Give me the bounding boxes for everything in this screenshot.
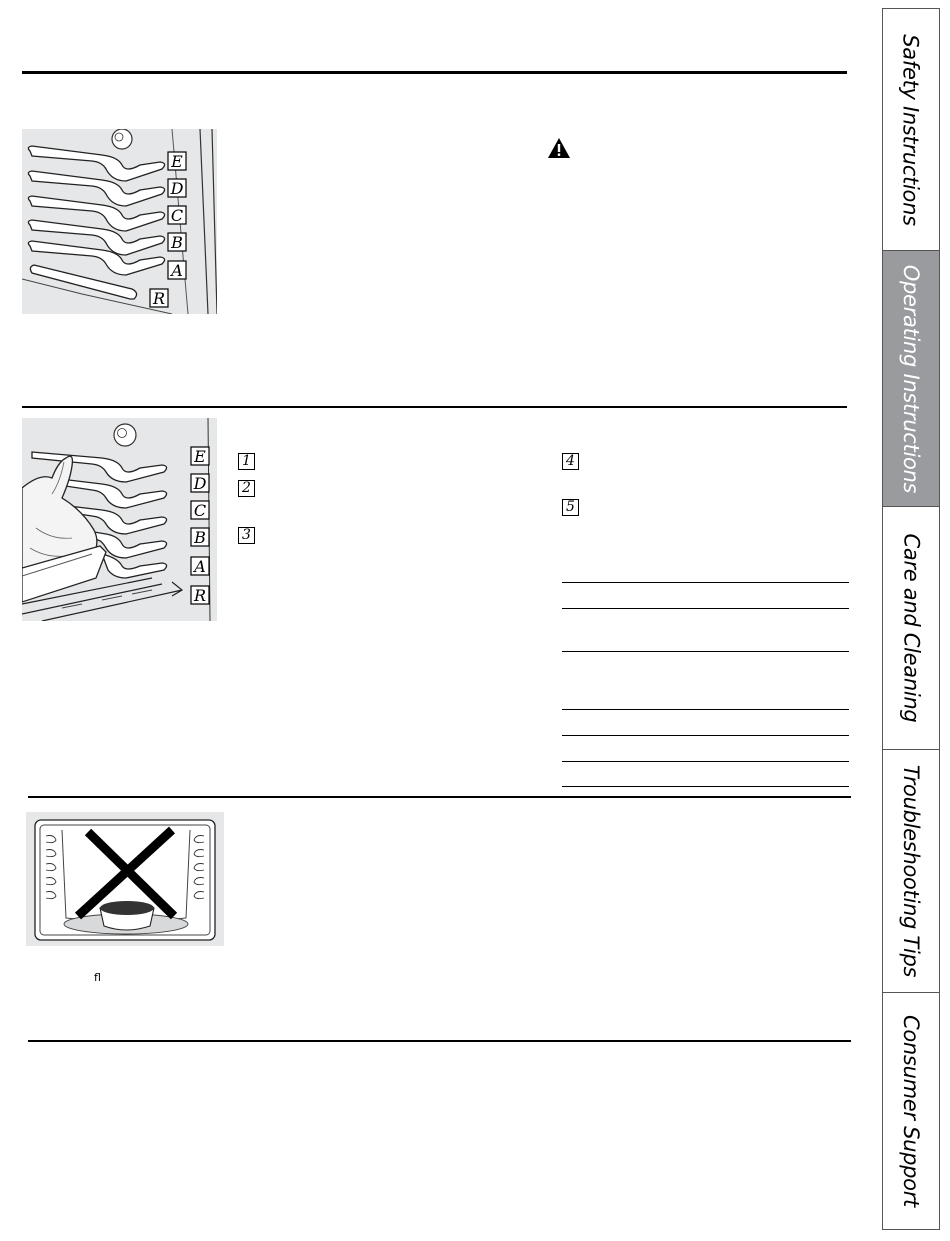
tab-troubleshooting-tips[interactable] — [883, 750, 939, 993]
rack-label-r-2: R — [193, 586, 207, 605]
tab-label: Operating Instructions — [899, 264, 923, 493]
table-rule — [562, 709, 849, 710]
rack-label-a: A — [171, 261, 183, 280]
text-fragment: fl — [94, 971, 101, 984]
tab-label: Care and Cleaning — [899, 533, 924, 723]
rack-label-e-2: E — [194, 447, 206, 466]
roasting-rack-illustration — [22, 418, 217, 621]
rack-label-a-2: A — [194, 557, 206, 576]
tab-label: Troubleshooting Tips — [899, 764, 923, 978]
step-number-4: 4 — [562, 453, 579, 470]
step-number-3: 3 — [238, 527, 255, 544]
step-number-2: 2 — [238, 480, 255, 497]
rack-label-c: C — [170, 206, 184, 225]
section-divider-bottom — [28, 1040, 851, 1042]
side-tab-bar — [882, 8, 940, 1230]
rack-label-e: E — [171, 152, 183, 171]
table-rule — [562, 761, 849, 762]
table-rule — [562, 786, 849, 787]
table-rule — [562, 735, 849, 736]
section-divider-middle — [22, 406, 847, 408]
rack-positions-illustration — [22, 129, 217, 314]
rack-label-d: D — [170, 179, 184, 198]
tab-safety-instructions[interactable] — [883, 9, 939, 251]
section-divider-lower — [28, 796, 851, 798]
step-number-1: 1 — [238, 453, 255, 470]
rack-label-b-2: B — [194, 528, 206, 547]
rack-label-d-2: D — [193, 474, 207, 493]
step-number-5: 5 — [562, 499, 579, 516]
table-rule — [562, 582, 849, 583]
table-rule — [562, 651, 849, 652]
rack-label-r: R — [152, 289, 166, 308]
oven-bottom-warning-illustration — [26, 812, 224, 946]
tab-care-and-cleaning[interactable] — [883, 507, 939, 750]
tab-operating-instructions[interactable] — [883, 251, 939, 507]
section-divider-top — [22, 71, 847, 74]
rack-label-b: B — [171, 233, 183, 252]
tab-label: Consumer Support — [899, 1015, 924, 1207]
rack-label-c-2: C — [193, 501, 207, 520]
table-rule — [562, 608, 849, 609]
tab-label: Safety Instructions — [899, 33, 924, 226]
warning-triangle-icon — [547, 137, 571, 163]
tab-consumer-support[interactable] — [883, 993, 939, 1229]
